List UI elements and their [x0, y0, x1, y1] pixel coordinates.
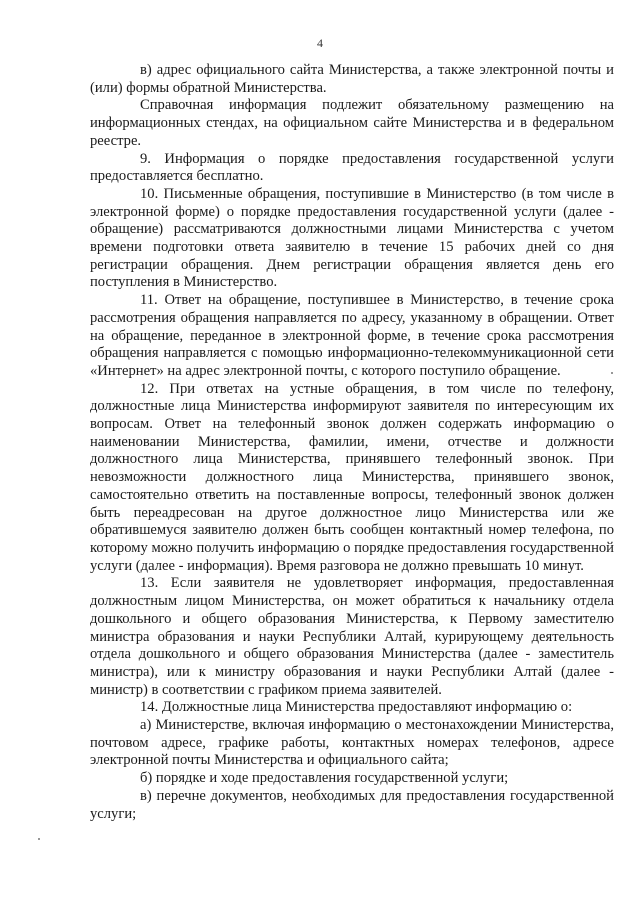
paragraph-14: 14. Должностные лица Министерства предоставляют информацию о: — [140, 699, 573, 716]
paragraph-14b: б) порядке и ходе предоставления государственной услуги; — [140, 770, 509, 787]
paragraph-12: 12. При ответах на устные обращения, в том числе по телефону, должностные лица Министерства информируют заявителя по интересующим их вопросам. Ответ на телефонный звонок должен содержать информацию о наименовании Министерства, фамилии, имени, отчестве и должности должностного лица Министерства, принявшего телефонный звонок. При невозможности должностного лица Министерства, принявшего звонок, самостоятельно ответить на поставленные вопросы, телефонный звонок должен быть переадресован на другое должностное лицо Министерства или же обратившемуся заявителю должен быть сообщен контактный номер телефона, по которому можно получить информацию о порядке предоставления государственной услуги (далее - информация). Время разговора не должно превышать 10 минут. — [90, 380, 614, 574]
scan-speck — [38, 838, 40, 840]
document-body — [90, 62, 614, 823]
paragraph-reference-info: Справочная информация подлежит обязательному размещению на информационных стендах, на официальном сайте Министерства и в федеральном реестре. — [90, 97, 614, 149]
paragraph-13: 13. Если заявителя не удовлетворяет информация, предоставленная должностным лицом Министерства, он может обратиться к начальнику отдела дошкольного и общего образования Министерства, к Первому заместителю министра образования и науки Республики Алтай, курирующему деятельность отдела дошкольного и общего образования Министерства (далее - заместитель министра), или к министру образования и науки Республики Алтай (далее - министр) в соответствии с графиком приема заявителей. — [90, 575, 614, 698]
paragraph-11: 11. Ответ на обращение, поступившее в Министерство, в течение срока рассмотрения обращения направляется по адресу, указанному в обращении. Ответ на обращение, переданное в электронной форме, в течение срока рассмотрения обращения направляется с помощью информационно-телекоммуникационной сети «Интернет» на адрес электронной почты, с которого поступило обращение. — [90, 292, 614, 379]
paragraph-10: 10. Письменные обращения, поступившие в Министерство (в том числе в электронной форме) о порядке предоставления государственной услуги (далее - обращение) рассматриваются должностными лицами Министерства с учетом времени подготовки ответа заявителю в течение 15 рабочих дней со дня регистрации обращения. Днем регистрации обращения является день его поступления в Министерство. — [90, 185, 614, 291]
paragraph-9: 9. Информация о порядке предоставления государственной услуги предоставляется бесплатно. — [90, 150, 614, 185]
paragraph-8v: в) адрес официального сайта Министерства, а также электронной почты и (или) формы обратной Министерства. — [90, 62, 614, 96]
paragraph-14a: а) Министерстве, включая информацию о местонахождении Министерства, почтовом адресе, графике работы, контактных номерах телефонов, адресе электронной почты Министерства и официального сайта; — [90, 717, 614, 769]
paragraph-14v: в) перечне документов, необходимых для предоставления государственной услуги; — [90, 787, 614, 822]
page-number: 4 — [317, 36, 323, 50]
scan-speck — [611, 372, 613, 374]
